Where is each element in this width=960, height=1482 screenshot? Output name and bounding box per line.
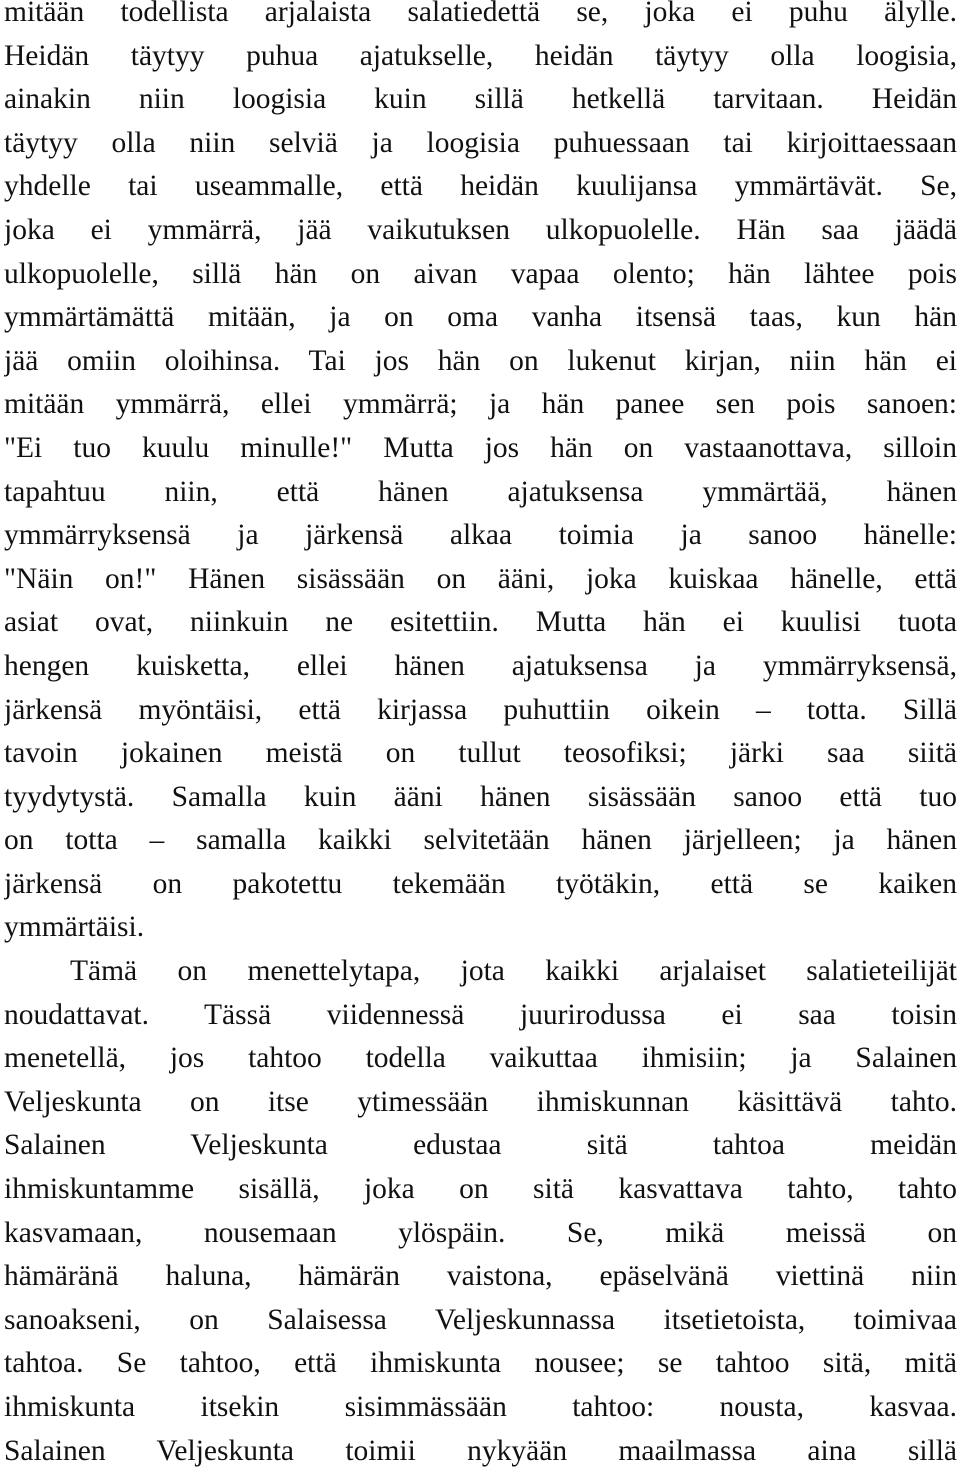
text-line: järkensä on pakotettu tekemään työtäkin, että se kaiken <box>4 867 957 900</box>
text-line: "Ei tuo kuulu minulle!" Mutta jos hän on vastaanottava, silloin <box>4 431 957 464</box>
text-line: ihmiskuntamme sisällä, joka on sitä kasvattava tahto, tahto <box>4 1173 957 1206</box>
text-line: ulkopuolelle, sillä hän on aivan vapaa olento; hän lähtee pois <box>4 257 957 290</box>
text-line: hengen kuisketta, ellei hänen ajatuksensa ja ymmärryksensä, <box>4 649 957 682</box>
text-line: ymmärtäisi. <box>4 911 145 944</box>
text-line: on totta – samalla kaikki selvitetään hänen järjelleen; ja hänen <box>4 824 957 857</box>
text-line: joka ei ymmärrä, jää vaikutuksen ulkopuolelle. Hän saa jäädä <box>4 213 957 246</box>
text-line: noudattavat. Tässä viidennessä juurirodussa ei saa toisin <box>4 998 957 1031</box>
text-line: sanoakseni, on Salaisessa Veljeskunnassa itsetietoista, toimivaa <box>4 1303 957 1336</box>
text-line: Heidän täytyy puhua ajatukselle, heidän täytyy olla loogisia, <box>4 39 957 72</box>
text-line: jää omiin oloihinsa. Tai jos hän on lukenut kirjan, niin hän ei <box>4 344 957 377</box>
text-line: tavoin jokainen meistä on tullut teosofiksi; järki saa siitä <box>4 737 957 770</box>
paragraph-1 <box>4 0 957 950</box>
text-line: Veljeskunta on itse ytimessään ihmiskunnan käsittävä tahto. <box>4 1085 957 1118</box>
text-line: tahtoa. Se tahtoo, että ihmiskunta nousee; se tahtoo sitä, mitä <box>4 1347 957 1380</box>
text-line: Tämä on menettelytapa, jota kaikki arjalaiset salatieteilijät <box>70 955 957 988</box>
text-line: hämäränä haluna, hämärän vaistona, epäselvänä viettinä niin <box>4 1260 957 1293</box>
text-line: mitään ymmärrä, ellei ymmärrä; ja hän panee sen pois sanoen: <box>4 388 957 421</box>
paragraph-2 <box>4 950 957 1473</box>
text-line: täytyy olla niin selviä ja loogisia puhuessaan tai kirjoittaessaan <box>4 126 957 159</box>
text-line: "Näin on!" Hänen sisässään on ääni, joka kuiskaa hänelle, että <box>4 562 957 595</box>
text-line: yhdelle tai useammalle, että heidän kuulijansa ymmärtävät. Se, <box>4 170 957 203</box>
text-line: kasvamaan, nousemaan ylöspäin. Se, mikä meissä on <box>4 1216 957 1249</box>
text-line: Salainen Veljeskunta toimii nykyään maailmassa aina sillä <box>4 1434 957 1467</box>
text-line: järkensä myöntäisi, että kirjassa puhuttiin oikein – totta. Sillä <box>4 693 957 726</box>
text-line: Salainen Veljeskunta edustaa sitä tahtoa meidän <box>4 1129 957 1162</box>
text-line: ihmiskunta itsekin sisimmässään tahtoo: nousta, kasvaa. <box>4 1391 957 1423</box>
text-line: ymmärryksensä ja järkensä alkaa toimia ja sanoo hänelle: <box>4 519 957 552</box>
text-line: menetellä, jos tahtoo todella vaikuttaa ihmisiin; ja Salainen <box>4 1042 957 1075</box>
text-line: ainakin niin loogisia kuin sillä hetkellä tarvitaan. Heidän <box>4 83 957 116</box>
text-line: ymmärtämättä mitään, ja on oma vanha itsensä taas, kun hän <box>4 301 957 334</box>
text-line: mitään todellista arjalaista salatiedettä se, joka ei puhu älylle. <box>4 0 957 28</box>
text-line: asiat ovat, niinkuin ne esitettiin. Mutta hän ei kuulisi tuota <box>4 606 957 639</box>
text-line: tapahtuu niin, että hänen ajatuksensa ymmärtää, hänen <box>4 475 957 508</box>
text-line: tyydytystä. Samalla kuin ääni hänen sisässään sanoo että tuo <box>4 780 957 813</box>
